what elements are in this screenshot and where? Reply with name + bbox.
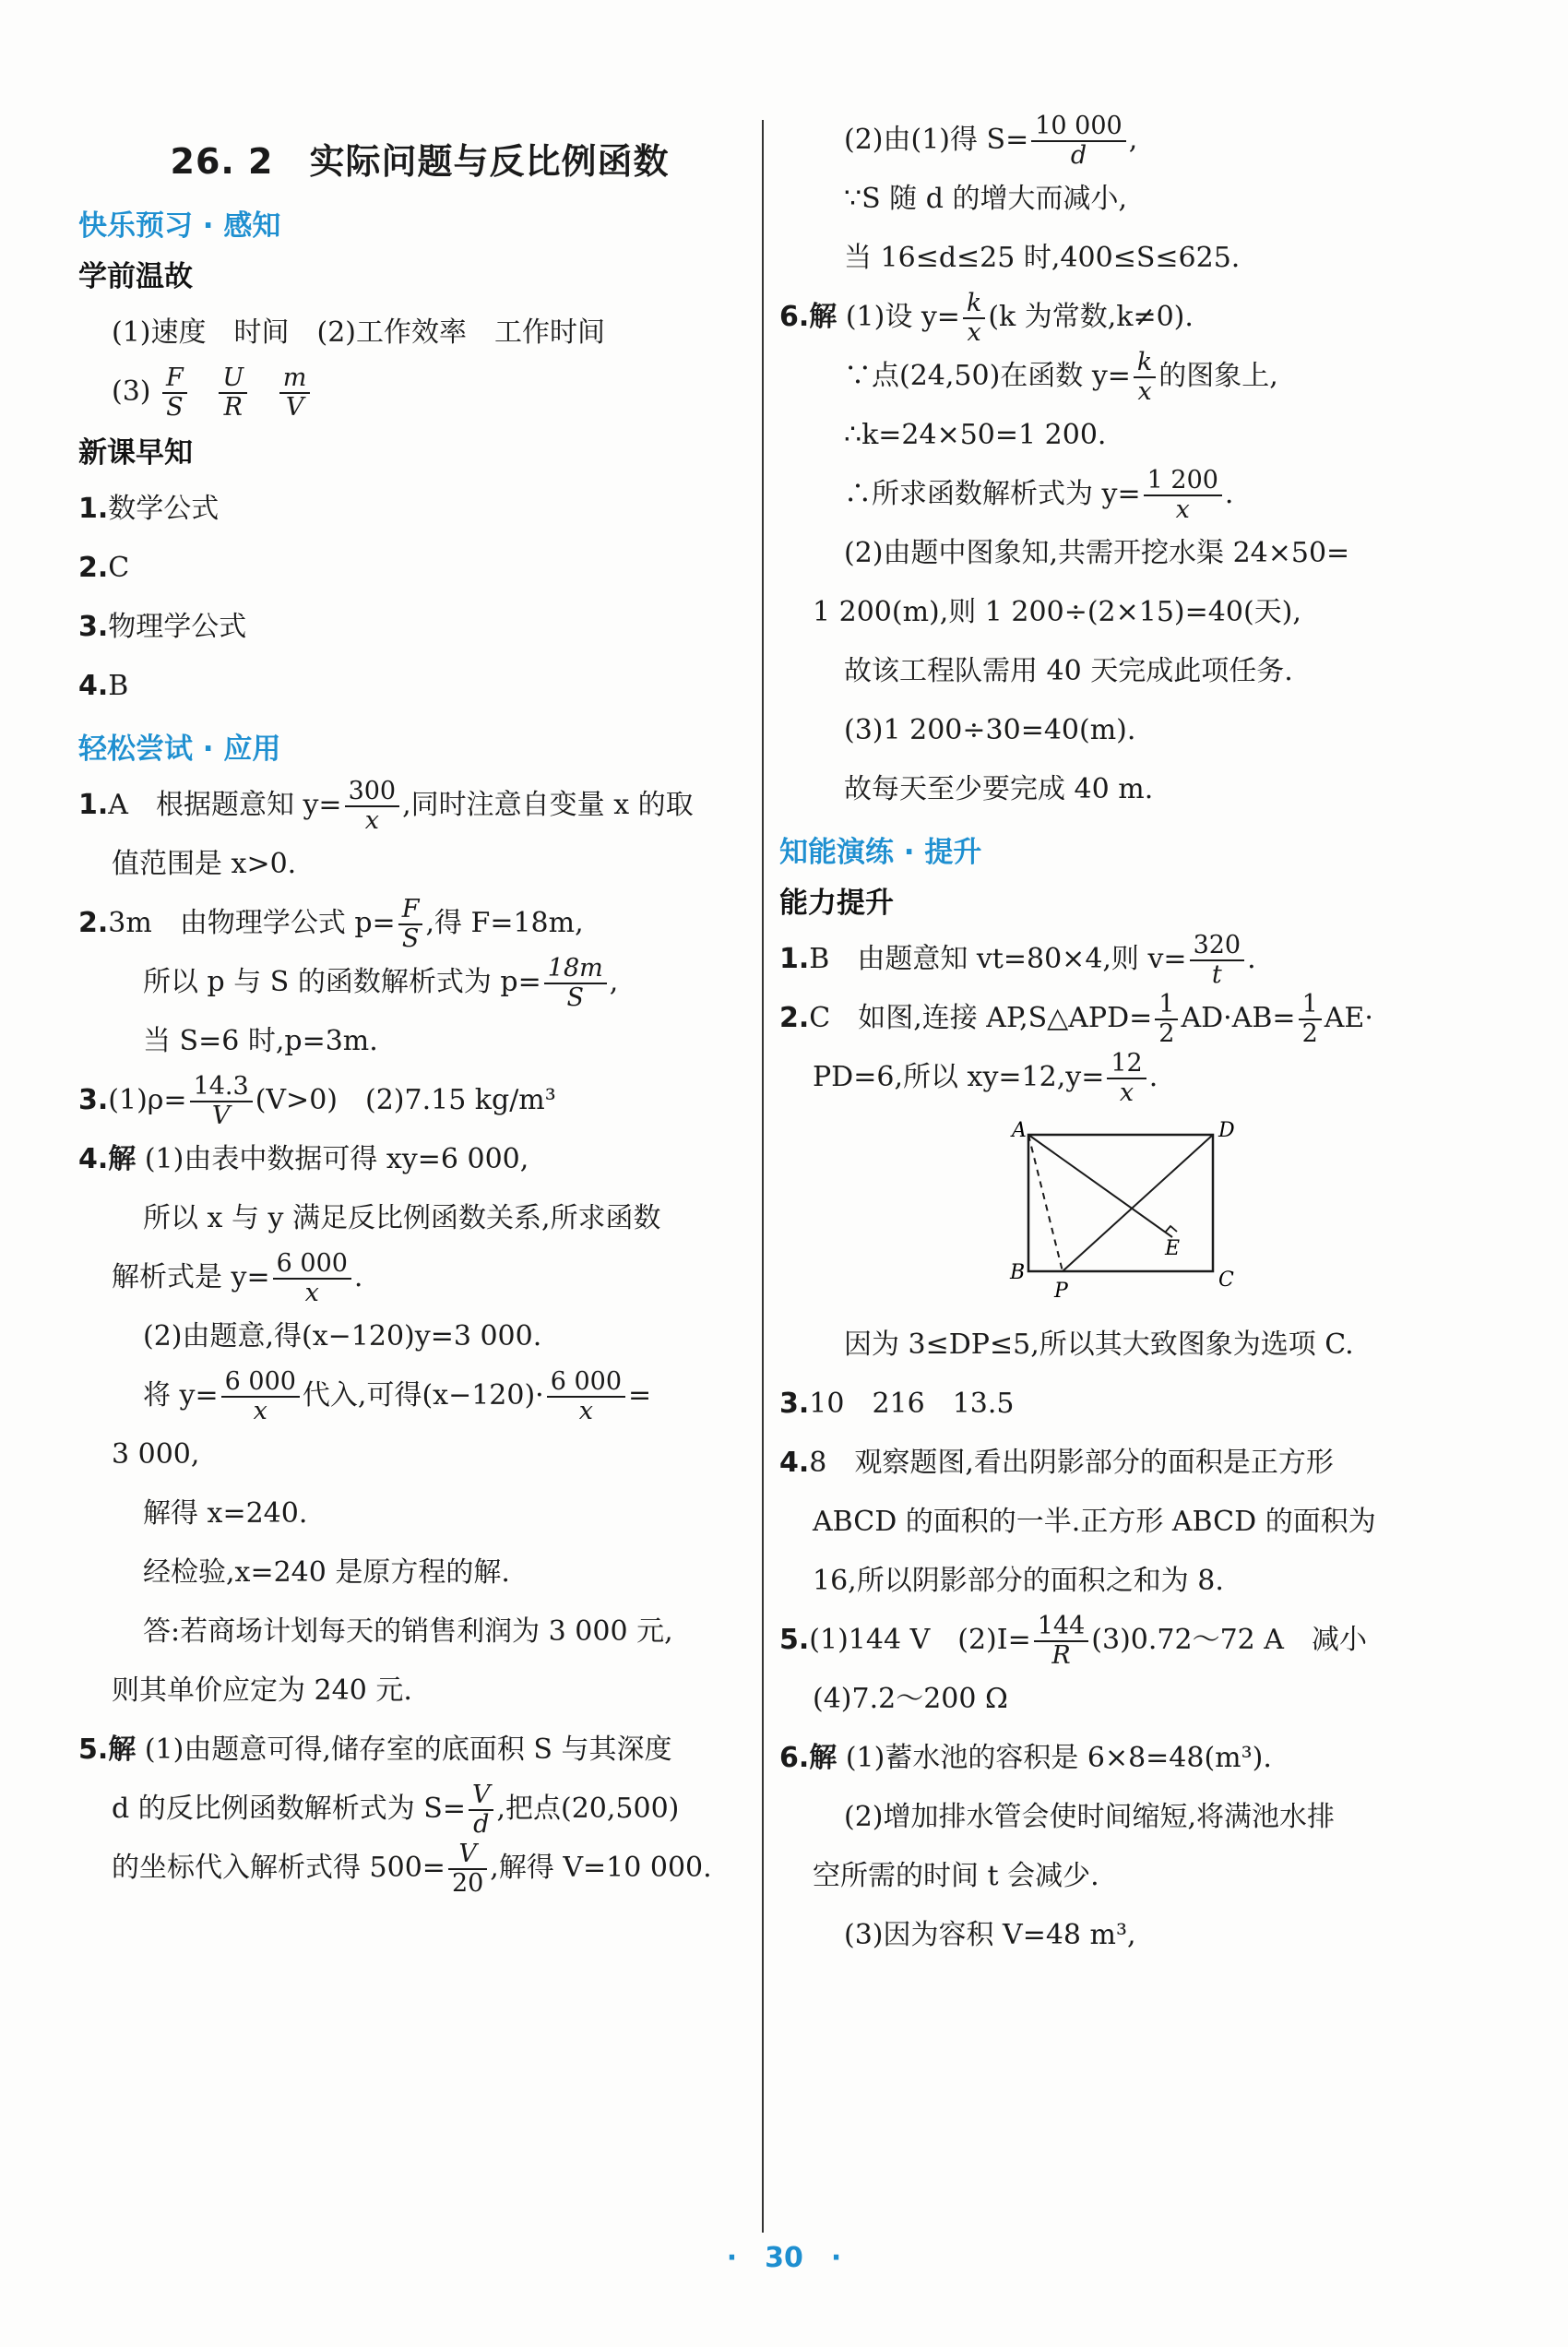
page-footer [0, 2242, 1568, 2274]
fraction: $\frac{V}{20}$ [448, 1841, 487, 1898]
question-6-cont: ∴k=24×50=1 200. [844, 419, 1107, 451]
fraction: $\frac{1}{2}$ [1299, 991, 1322, 1048]
fraction: $\frac{F}{S}$ [162, 364, 187, 422]
right-angle-mark [1165, 1226, 1177, 1233]
question-2-cont: 当 S=6 时,p=3m. [143, 1025, 378, 1057]
fraction: $\frac{144}{R}$ [1034, 1613, 1089, 1670]
label-c: C [1218, 1269, 1234, 1292]
question-6-cont: ∴所求函数解析式为 y= $\frac{1 200}{x}$ . [844, 466, 1234, 524]
page-number: 30 [765, 2242, 803, 2274]
answer-5-cont: 当 16≤d≤25 时,400≤S≤625. [844, 242, 1241, 274]
right-column [779, 111, 1462, 1965]
geometry-figure [779, 1116, 1462, 1310]
fraction: $\frac{18m}{S}$ [544, 955, 607, 1012]
question-3: 3.(1)ρ= $\frac{14.3}{V}$ (V>0) (2)7.15 kg/m³ [78, 1072, 556, 1130]
practice-5: 5.(1)144 V (2)I= $\frac{144}{R}$ (3)0.72～72 A 减小 [779, 1612, 1367, 1670]
label-a: A [1012, 1119, 1027, 1142]
subheading-review: 学前温故 [78, 260, 193, 293]
question-1-cont: 值范围是 x>0. [112, 848, 297, 880]
footer-dot-left: · [726, 2242, 738, 2274]
list-item: 1.数学公式 [78, 493, 220, 525]
answer-5-cont: (2)由(1)得 S= $\frac{10 000}{d}$ , [844, 112, 1138, 170]
practice-6-cont: 空所需的时间 t 会减少. [813, 1860, 1099, 1892]
fraction: $\frac{6 000}{x}$ [221, 1368, 300, 1425]
label-b: B [1010, 1261, 1026, 1284]
review-prefix: (3) [112, 375, 151, 408]
answer-5-cont: ∵S 随 d 的增大而减小, [844, 183, 1127, 215]
left-column [78, 111, 761, 1898]
question-6-cont: 故每天至少要完成 40 m. [844, 773, 1154, 805]
practice-2: 2.C 如图,连接 AP,S△APD= $\frac{1}{2}$ AD·AB= $\frac{1}{2}$ AE· [779, 990, 1373, 1048]
list-item: 4.B [78, 670, 129, 702]
fraction: $\frac{1}{2}$ [1155, 991, 1178, 1048]
question-4-cont: 将 y= $\frac{6 000}{x}$ 代入,可得(x−120)· $\frac{6 000}{x}$ = [143, 1367, 652, 1425]
question-6-cont: (2)由题中图象知,共需开挖水渠 24×50= [844, 537, 1350, 569]
practice-6: 6.解 (1)蓄水池的容积是 6×8=48(m³). [779, 1742, 1272, 1774]
question-4-cont: 解析式是 y= $\frac{6 000}{x}$ . [112, 1249, 363, 1307]
question-6-cont: ∵点(24,50)在函数 y= $\frac{k}{x}$ 的图象上, [844, 348, 1278, 406]
fraction: $\frac{k}{x}$ [963, 290, 985, 347]
practice-4-cont: ABCD 的面积的一半.正方形 ABCD 的面积为 [813, 1506, 1376, 1538]
fraction: $\frac{300}{x}$ [345, 778, 400, 835]
list-item: 2.C [78, 552, 130, 584]
question-6-cont: 故该工程队需用 40 天完成此项任务. [844, 655, 1293, 687]
label-p: P [1054, 1280, 1068, 1303]
fraction: $\frac{6 000}{x}$ [547, 1368, 625, 1425]
question-5-cont: 的坐标代入解析式得 500= $\frac{V}{20}$ ,解得 V=10 000. [112, 1840, 712, 1898]
review-line-2 [78, 363, 761, 422]
question-6-cont: 1 200(m),则 1 200÷(2×15)=40(天), [813, 596, 1301, 628]
label-d: D [1218, 1119, 1235, 1142]
practice-6-cont: (2)增加排水管会使时间缩短,将满池水排 [844, 1801, 1336, 1833]
column-divider [762, 120, 764, 2233]
practice-3: 3.10 216 13.5 [779, 1388, 1015, 1420]
question-4: 4.解 (1)由表中数据可得 xy=6 000, [78, 1143, 529, 1175]
practice-2-cont: 因为 3≤DP≤5,所以其大致图象为选项 C. [844, 1328, 1354, 1361]
question-2: 2.3m 由物理学公式 p= $\frac{F}{S}$ ,得 F=18m, [78, 895, 584, 953]
fraction: $\frac{k}{x}$ [1134, 349, 1156, 406]
fraction: $\frac{6 000}{x}$ [273, 1250, 351, 1307]
practice-2-cont: PD=6,所以 xy=12,y= $\frac{12}{x}$ . [813, 1049, 1158, 1107]
practice-5-cont: (4)7.2～200 Ω [813, 1683, 1008, 1715]
practice-1: 1.B 由题意知 vt=80×4,则 v= $\frac{320}{t}$ . [779, 931, 1256, 989]
question-6: 6.解 (1)设 y= $\frac{k}{x}$ (k 为常数,k≠0). [779, 289, 1194, 347]
question-4-cont: 经检验,x=240 是原方程的解. [143, 1556, 510, 1589]
fraction: $\frac{14.3}{V}$ [190, 1073, 253, 1130]
page-title: 26. 2 实际问题与反比例函数 [170, 141, 670, 182]
question-6-cont: (3)1 200÷30=40(m). [844, 714, 1136, 746]
question-1: 1.A 根据题意知 y= $\frac{300}{x}$ ,同时注意自变量 x 的取 [78, 777, 694, 835]
fraction: $\frac{V}{d}$ [469, 1781, 494, 1839]
section-heading-preview: 快乐预习 · 感知 [78, 209, 281, 243]
fraction: $\frac{U}{R}$ [219, 364, 247, 422]
question-2-cont: 所以 p 与 S 的函数解析式为 p= $\frac{18m}{S}$ , [143, 954, 619, 1012]
fraction: $\frac{1 200}{x}$ [1144, 467, 1222, 524]
subheading-early: 新课早知 [78, 436, 193, 470]
question-4-cont: 3 000, [112, 1438, 200, 1471]
practice-6-cont: (3)因为容积 V=48 m³, [844, 1919, 1136, 1951]
fraction: $\frac{320}{t}$ [1190, 932, 1245, 989]
question-4-cont: 则其单价应定为 240 元. [112, 1674, 412, 1707]
section-heading-apply: 轻松尝试 · 应用 [78, 733, 281, 766]
review-line-1: (1)速度 时间 (2)工作效率 工作时间 [112, 316, 605, 349]
label-e: E [1165, 1237, 1181, 1260]
rectangle-diagram [1001, 1116, 1241, 1310]
segment-dp [1063, 1135, 1213, 1271]
fraction: $\frac{10 000}{d}$ [1031, 113, 1125, 170]
practice-4-cont: 16,所以阴影部分的面积之和为 8. [813, 1565, 1224, 1597]
fraction: $\frac{12}{x}$ [1107, 1050, 1146, 1107]
question-4-cont: (2)由题意,得(x−120)y=3 000. [143, 1320, 542, 1352]
practice-4: 4.8 观察题图,看出阴影部分的面积是正方形 [779, 1447, 1334, 1479]
question-4-cont: 所以 x 与 y 满足反比例函数关系,所求函数 [143, 1202, 661, 1234]
fraction: $\frac{F}{S}$ [398, 896, 423, 953]
section-heading-practice: 知能演练 · 提升 [779, 836, 982, 869]
footer-dot-right: · [830, 2242, 842, 2274]
question-4-cont: 解得 x=240. [143, 1497, 308, 1530]
question-5-cont: d 的反比例函数解析式为 S= $\frac{V}{d}$ ,把点(20,500) [112, 1781, 680, 1839]
question-4-cont: 答:若商场计划每天的销售利润为 3 000 元, [143, 1615, 673, 1648]
fraction: $\frac{m}{V}$ [279, 364, 311, 422]
question-5: 5.解 (1)由题意可得,储存室的底面积 S 与其深度 [78, 1733, 672, 1766]
subheading-ability: 能力提升 [779, 887, 894, 920]
list-item: 3.物理学公式 [78, 611, 247, 643]
